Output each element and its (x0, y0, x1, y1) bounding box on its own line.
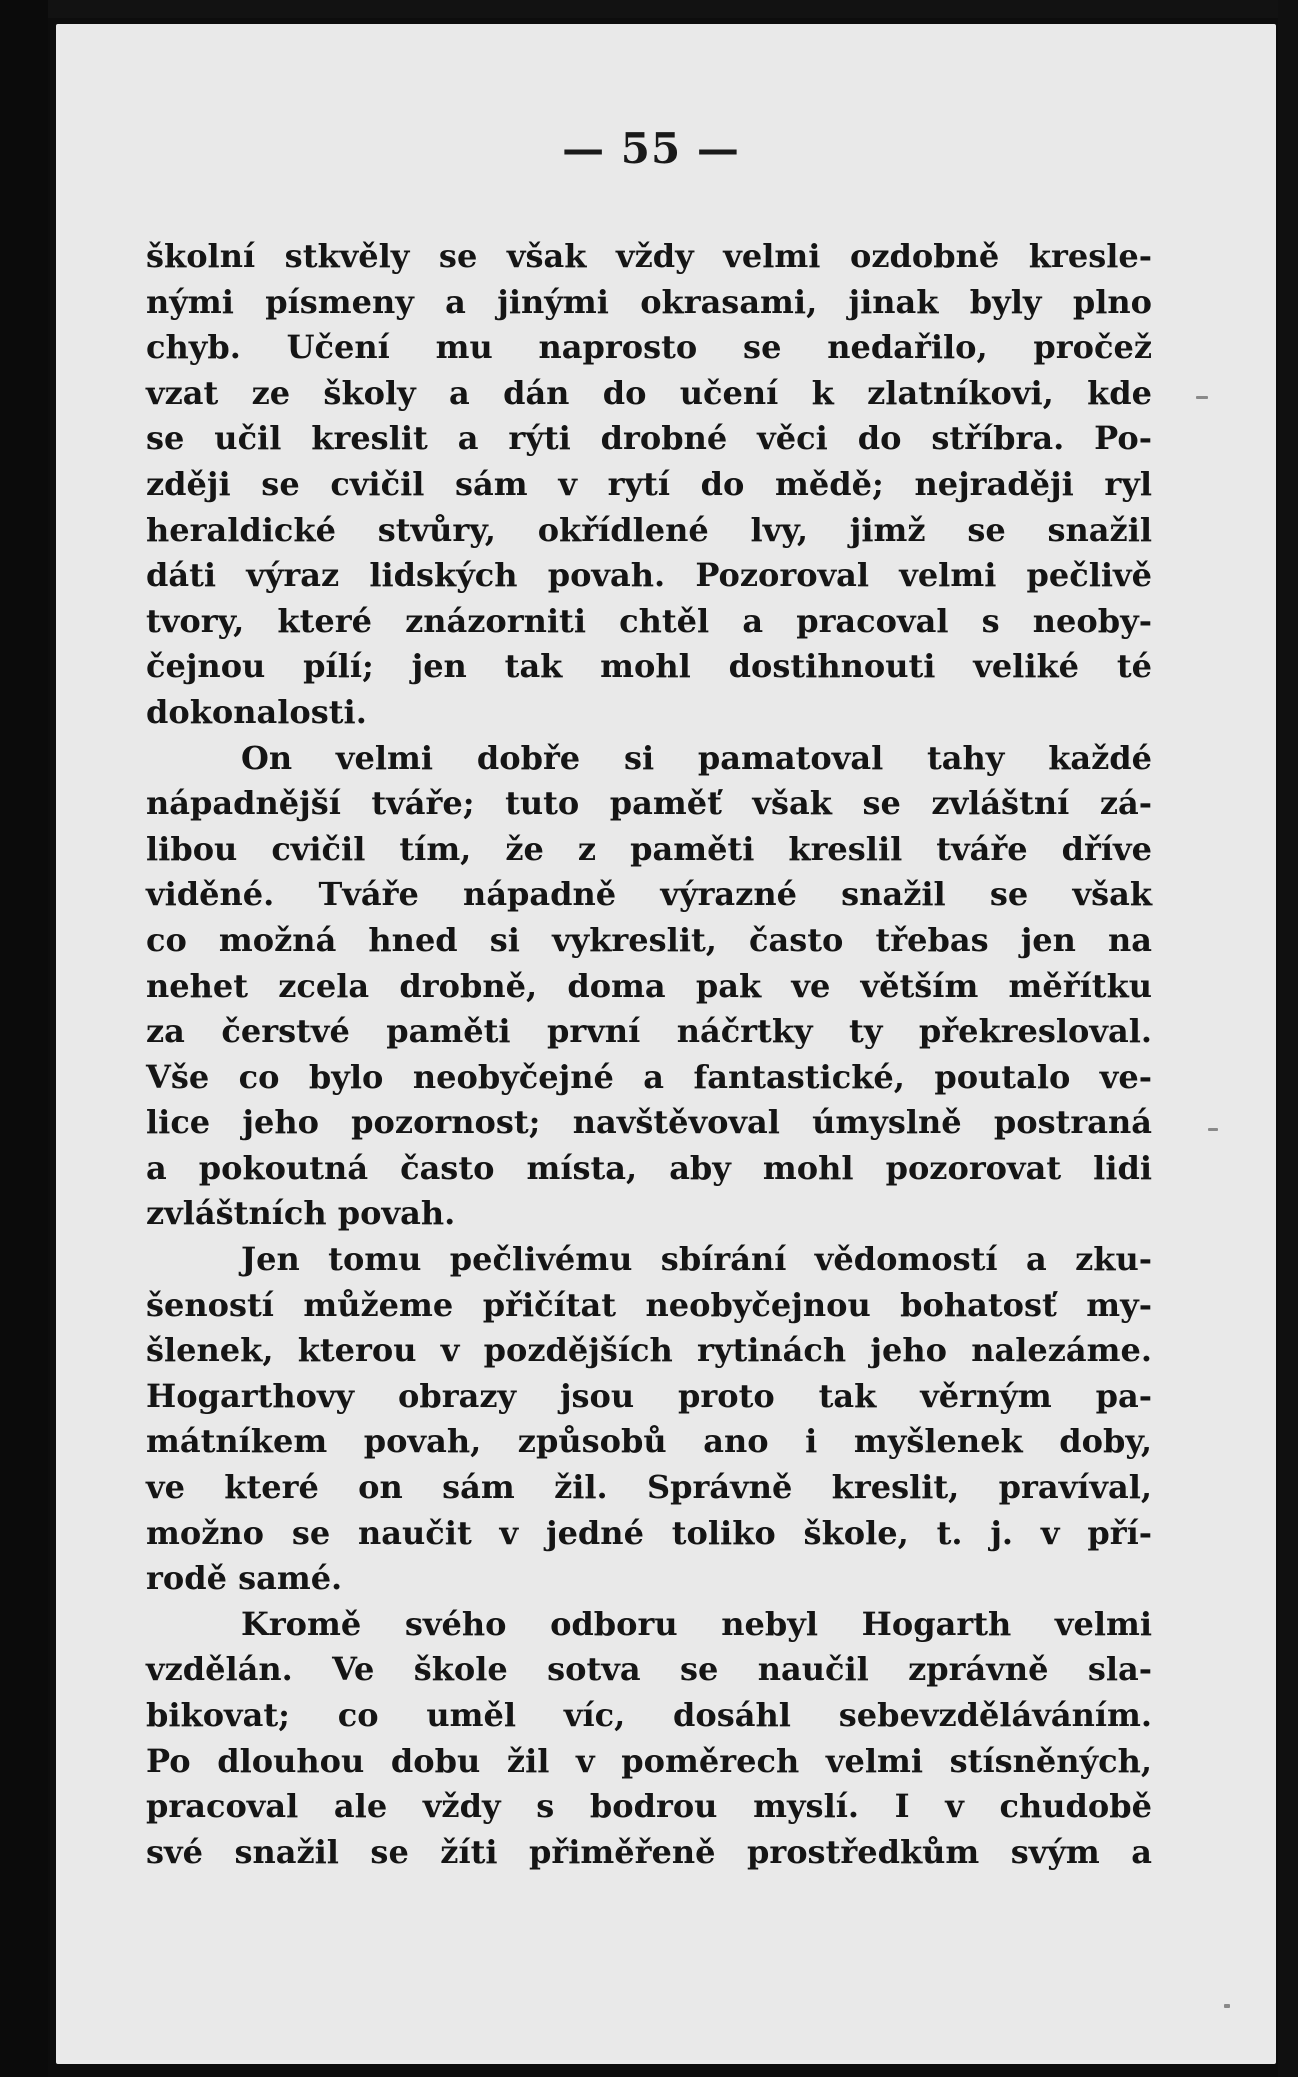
text-line: heraldické stvůry, okřídlené lvy, jimž se snažil (146, 510, 1152, 549)
text-line: viděné. Tváře nápadně výrazné snažil se však (146, 875, 1152, 914)
text-line: co možná hned si vykreslit, často třebas jen na (146, 920, 1152, 959)
text-line: šlenek, kterou v pozdějších rytinách jeho nalezáme. (146, 1331, 1152, 1370)
text-line: chyb. Učení mu naprosto se nedařilo, pročež (146, 328, 1152, 367)
scan-border-right (1278, 0, 1298, 2077)
text-line: Kromě svého odboru nebyl Hogarth velmi (241, 1604, 1152, 1643)
text-line: své snažil se žíti přiměřeně prostředkům svým a (146, 1832, 1152, 1871)
page-number: — 55 — (562, 124, 740, 173)
text-line: Hogarthovy obrazy jsou proto tak věrným pa- (146, 1376, 1152, 1415)
text-line: libou cvičil tím, že z paměti kreslil tváře dříve (146, 829, 1152, 868)
text-line: šeností můžeme přičítat neobyčejnou bohatosť my- (146, 1285, 1152, 1324)
book-page (56, 24, 1276, 2064)
text-line: ve které on sám žil. Správně kreslit, pravíval, (146, 1468, 1152, 1507)
scan-border-left (0, 0, 48, 2077)
text-line: pracoval ale vždy s bodrou myslí. I v chudobě (146, 1787, 1152, 1826)
text-line: mátníkem povah, způsobů ano i myšlenek doby, (146, 1422, 1152, 1461)
text-line: nápadnější tváře; tuto paměť však se zvláštní zá- (146, 784, 1152, 823)
text-line: možno se naučit v jedné toliko škole, t. j. v pří- (146, 1513, 1152, 1552)
text-line: vzat ze školy a dán do učení k zlatníkovi, kde (146, 373, 1152, 412)
text-line: za čerstvé paměti první náčrtky ty překresloval. (146, 1012, 1152, 1051)
scan-speck (1208, 1128, 1218, 1131)
text-line: Jen tomu pečlivému sbírání vědomostí a zku- (241, 1240, 1152, 1279)
text-line: se učil kreslit a rýti drobné věci do stříbra. Po- (146, 419, 1152, 458)
text-line: dáti výraz lidských povah. Pozoroval velmi pečlivě (146, 556, 1152, 595)
text-line: lice jeho pozornost; navštěvoval úmyslně postraná (146, 1103, 1152, 1142)
text-line: vzdělán. Ve škole sotva se naučil zprávně sla- (146, 1650, 1152, 1689)
text-line: nými písmeny a jinými okrasami, jinak byly plno (146, 282, 1152, 321)
text-line: tvory, které znázorniti chtěl a pracoval s neoby- (146, 601, 1152, 640)
scan-speck (1196, 396, 1208, 399)
text-line: čejnou pílí; jen tak mohl dostihnouti veliké té (146, 647, 1152, 686)
body-text (146, 234, 1152, 1875)
text-line: On velmi dobře si pamatoval tahy každé (241, 738, 1152, 777)
text-line: Vše co bylo neobyčejné a fantastické, poutalo ve- (146, 1057, 1152, 1096)
text-line: a pokoutná často místa, aby mohl pozorovat lidi (146, 1148, 1152, 1187)
text-line: Po dlouhou dobu žil v poměrech velmi stísněných, (146, 1741, 1152, 1780)
scan-speck (1224, 2004, 1230, 2008)
text-line: nehet zcela drobně, doma pak ve větším měřítku (146, 966, 1152, 1005)
text-line: bikovat; co uměl víc, dosáhl sebevzděláváním. (146, 1696, 1152, 1734)
text-line: zději se cvičil sám v rytí do mědě; nejraději ryl (146, 464, 1152, 503)
text-line: zvláštních povah. (146, 1194, 456, 1233)
scan-border-top (0, 0, 1298, 18)
text-line: školní stkvěly se však vždy velmi ozdobně kresle- (146, 237, 1152, 275)
text-line: rodě samé. (146, 1559, 343, 1598)
text-line: dokonalosti. (146, 692, 367, 731)
